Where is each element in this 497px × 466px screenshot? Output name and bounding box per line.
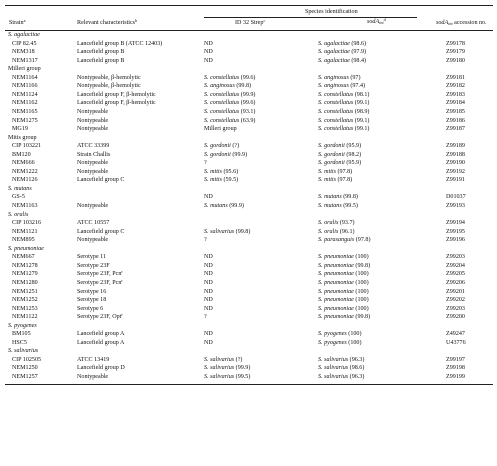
soda-identification-cell: S. mitis (97.8) bbox=[318, 168, 353, 175]
strain-cell: NEM1253 bbox=[12, 305, 38, 312]
strain-cell: NEM1162 bbox=[12, 100, 38, 107]
soda-identification-cell: S. oralis (93.7) bbox=[318, 220, 355, 227]
relevant-characteristics-cell: Nontypeable bbox=[77, 203, 109, 209]
accession-number-cell: Z99184 bbox=[446, 100, 465, 107]
soda-identification-cell: S. oralis (96.1) bbox=[318, 228, 355, 235]
relevant-characteristics-cell: Serotype 23F, Pcn$^r$ bbox=[77, 269, 123, 278]
soda-identification-cell: S. constellatus (98.9) bbox=[318, 108, 370, 115]
accession-number-cell: Z99203 bbox=[446, 254, 465, 261]
accession-number-cell: U43776 bbox=[446, 339, 466, 346]
id32-strep-cell: ND bbox=[204, 331, 213, 338]
strain-cell: CIP 102505 bbox=[12, 356, 42, 363]
id32-strep-cell: ND bbox=[204, 262, 213, 269]
group-heading: S. agalactiae bbox=[8, 32, 40, 38]
id32-strep-cell: ND bbox=[204, 40, 213, 47]
id32-strep-cell: ? bbox=[204, 237, 207, 244]
soda-identification-cell: S. mutans (99.8) bbox=[318, 194, 358, 201]
relevant-characteristics-cell: Nontypeable, β-hemolytic bbox=[77, 83, 141, 90]
accession-number-cell: Z99190 bbox=[446, 160, 465, 167]
accession-number-cell: Z99186 bbox=[446, 117, 465, 124]
strain-cell: NEM1257 bbox=[12, 374, 38, 380]
accession-number-cell: Z99185 bbox=[446, 108, 465, 115]
id32-strep-cell: S. salivarius (99.5) bbox=[204, 374, 251, 380]
relevant-characteristics-cell: Serotype 23F, Pcn$^r$ bbox=[77, 277, 123, 286]
accession-number-cell: Z99197 bbox=[446, 356, 465, 363]
relevant-characteristics-cell: Lancefield group F, β-hemolytic bbox=[77, 100, 156, 107]
soda-identification-cell: S. pneumoniae (100) bbox=[318, 297, 369, 304]
header-accession: sodA$_{int}$ accession no. bbox=[436, 20, 487, 26]
relevant-characteristics-cell: Nontypeable, β-hemolytic bbox=[77, 74, 141, 81]
soda-identification-cell: S. salivarius (96.3) bbox=[318, 374, 365, 380]
relevant-characteristics-cell: Serotype 11 bbox=[77, 254, 107, 261]
relevant-characteristics-cell: ATCC 13419 bbox=[77, 356, 110, 363]
relevant-characteristics-cell: Nontypeable bbox=[77, 168, 109, 175]
relevant-characteristics-cell: Serotype 16 bbox=[77, 288, 107, 295]
header-relevant-characteristics: Relevant characteristics$^b$ bbox=[77, 18, 138, 26]
relevant-characteristics-cell: Lancefield group C bbox=[77, 177, 125, 184]
soda-identification-cell: S. mutans (99.5) bbox=[318, 203, 358, 209]
id32-strep-cell: ? bbox=[204, 314, 207, 321]
group-heading: Milleri group bbox=[8, 66, 41, 73]
strain-cell: NEM1279 bbox=[12, 271, 38, 278]
soda-identification-cell: S. pneumoniae (99.8) bbox=[318, 262, 371, 269]
accession-number-cell: Z99196 bbox=[446, 237, 465, 244]
strain-cell: NEM1251 bbox=[12, 288, 38, 295]
id32-strep-cell: ND bbox=[204, 194, 213, 201]
soda-identification-cell: S. anginosus (97) bbox=[318, 74, 361, 81]
relevant-characteristics-cell: ATCC 10557 bbox=[77, 220, 110, 227]
accession-number-cell: Z49247 bbox=[446, 331, 465, 338]
id32-strep-cell: S. mitis (95.6) bbox=[204, 168, 239, 175]
relevant-characteristics-cell: Lancefield group F, β-hemolytic bbox=[77, 91, 156, 98]
strain-cell: NEM1278 bbox=[12, 262, 38, 269]
id32-strep-cell: ND bbox=[204, 339, 213, 346]
relevant-characteristics-cell: Lancefield group B bbox=[77, 57, 125, 64]
relevant-characteristics-cell: Serotype 18 bbox=[77, 297, 107, 304]
id32-strep-cell: S. salivarius (?) bbox=[204, 356, 243, 363]
relevant-characteristics-cell: Lancefield group B (ATCC 12403) bbox=[77, 40, 163, 47]
header-bottom-rule bbox=[5, 30, 493, 31]
id32-strep-cell: S. anginosus (99.8) bbox=[204, 83, 252, 90]
accession-number-cell: Z99189 bbox=[446, 143, 465, 150]
id32-strep-cell: S. gordonii (?) bbox=[204, 143, 240, 150]
soda-identification-cell: S. pneumoniae (100) bbox=[318, 288, 369, 295]
id32-strep-cell: S. salivarius (99.9) bbox=[204, 365, 251, 372]
relevant-characteristics-cell: Lancefield group B bbox=[77, 49, 125, 56]
strain-cell: NEM1165 bbox=[12, 108, 38, 115]
soda-identification-cell: S. gordonii (95.9) bbox=[318, 143, 362, 150]
group-heading: S. mutans bbox=[8, 185, 32, 192]
strain-cell: NEM1275 bbox=[12, 117, 38, 124]
soda-identification-cell: S. salivarius (96.3) bbox=[318, 356, 365, 363]
strain-cell: GS-5 bbox=[12, 194, 25, 201]
accession-number-cell: Z99200 bbox=[446, 314, 465, 321]
strain-cell: NEM1124 bbox=[12, 91, 38, 98]
accession-number-cell: Z99183 bbox=[446, 91, 465, 98]
accession-number-cell: Z99201 bbox=[446, 288, 465, 295]
relevant-characteristics-cell: Nontypeable bbox=[77, 108, 109, 115]
soda-identification-cell: S. gordonii (95.9) bbox=[318, 160, 362, 167]
accession-number-cell: Z99181 bbox=[446, 74, 465, 81]
accession-number-cell: D01037 bbox=[446, 194, 466, 201]
relevant-characteristics-cell: Lancefield group A bbox=[77, 331, 125, 338]
id32-strep-cell: ? bbox=[204, 160, 207, 167]
strain-cell: HSC5 bbox=[12, 339, 27, 346]
accession-number-cell: Z99188 bbox=[446, 151, 465, 158]
soda-identification-cell: S. anginosus (97.4) bbox=[318, 83, 366, 90]
soda-identification-cell: S. pneumoniae (100) bbox=[318, 271, 369, 278]
id32-strep-cell: ND bbox=[204, 288, 213, 295]
strain-cell: NEM1280 bbox=[12, 279, 38, 286]
top-rule bbox=[5, 5, 493, 6]
soda-identification-cell: S. pneumoniae (100) bbox=[318, 279, 369, 286]
soda-identification-cell: S. mitis (97.8) bbox=[318, 177, 353, 184]
relevant-characteristics-cell: Nontypeable bbox=[77, 126, 109, 133]
bottom-rule bbox=[5, 384, 493, 385]
soda-identification-cell: S. pyogenes (100) bbox=[318, 331, 362, 338]
header-species-identification: Species identification bbox=[305, 9, 358, 15]
relevant-characteristics-cell: Nontypeable bbox=[77, 374, 109, 380]
strain-cell: NEM1222 bbox=[12, 168, 38, 175]
strain-cell: NEM667 bbox=[12, 254, 35, 261]
soda-identification-cell: S. constellatus (99.1) bbox=[318, 117, 370, 124]
soda-identification-cell: S. parasanguis (97.8) bbox=[318, 237, 371, 244]
id32-strep-cell: ND bbox=[204, 297, 213, 304]
strain-cell: NEM1122 bbox=[12, 314, 38, 321]
id32-strep-cell: S. gordonii (99.9) bbox=[204, 151, 248, 158]
id32-strep-cell: S. mitis (59.5) bbox=[204, 177, 239, 184]
id32-strep-cell: Milleri group bbox=[204, 126, 237, 133]
strain-cell: NEM1163 bbox=[12, 203, 38, 209]
relevant-characteristics-cell: Nontypeable bbox=[77, 117, 109, 124]
id32-strep-cell: ND bbox=[204, 57, 213, 64]
accession-number-cell: Z99202 bbox=[446, 297, 465, 304]
relevant-characteristics-cell: Serotype 23F bbox=[77, 262, 110, 269]
accession-number-cell: Z99193 bbox=[446, 203, 465, 209]
strain-cell: NEM1126 bbox=[12, 177, 38, 184]
strain-cell: NEM1166 bbox=[12, 83, 38, 90]
strain-cell: NEM318 bbox=[12, 49, 35, 56]
group-heading: S. salivarius bbox=[8, 348, 39, 355]
id32-strep-cell: S. salivarius (99.8) bbox=[204, 228, 251, 235]
soda-identification-cell: S. agalactiae (98.4) bbox=[318, 57, 367, 64]
strain-cell: NEM1317 bbox=[12, 57, 38, 64]
accession-number-cell: Z99192 bbox=[446, 168, 465, 175]
strain-cell: NEM895 bbox=[12, 237, 35, 244]
accession-number-cell: Z99180 bbox=[446, 57, 465, 64]
soda-identification-cell: S. gordonii (98.2) bbox=[318, 151, 362, 158]
relevant-characteristics-cell: Nontypeable bbox=[77, 160, 109, 167]
id32-strep-cell: ND bbox=[204, 254, 213, 261]
id32-strep-cell: S. constellatus (63.9) bbox=[204, 117, 256, 124]
accession-number-cell: Z99194 bbox=[446, 220, 465, 227]
id32-strep-cell: ND bbox=[204, 305, 213, 312]
strain-cell: BM105 bbox=[12, 331, 31, 338]
strain-cell: CIP 82.45 bbox=[12, 40, 37, 47]
soda-identification-cell: S. pneumoniae (100) bbox=[318, 305, 369, 312]
soda-identification-cell: S. agalactiae (98.6) bbox=[318, 40, 367, 47]
group-heading: S. oralis bbox=[8, 211, 29, 218]
accession-number-cell: Z99191 bbox=[446, 177, 465, 184]
accession-number-cell: Z99205 bbox=[446, 271, 465, 278]
id32-strep-cell: S. constellatus (99.9) bbox=[204, 91, 256, 98]
soda-identification-cell: S. pyogenes (100) bbox=[318, 339, 362, 346]
soda-identification-cell: S. constellatus (99.1) bbox=[318, 100, 370, 107]
header-id32-strep: ID 32 Strep$^c$ bbox=[235, 18, 266, 26]
group-heading: S. pyogenes bbox=[8, 322, 37, 329]
soda-identification-cell: S. salivarius (98.6) bbox=[318, 365, 365, 372]
strain-cell: NEM1121 bbox=[12, 228, 38, 235]
accession-number-cell: Z99187 bbox=[446, 126, 465, 133]
id32-strep-cell: ND bbox=[204, 271, 213, 278]
id32-strep-cell: S. constellatus (93.1) bbox=[204, 108, 256, 115]
soda-identification-cell: S. pneumoniae (99.8) bbox=[318, 314, 371, 321]
relevant-characteristics-cell: Lancefield group A bbox=[77, 339, 125, 346]
soda-identification-cell: S. constellatus (99.1) bbox=[318, 126, 370, 133]
header-soda-int: sodA$_{int}^d$ bbox=[367, 17, 386, 25]
strain-cell: CIP 103221 bbox=[12, 143, 42, 150]
id32-strep-cell: S. constellatus (99.6) bbox=[204, 74, 256, 81]
strain-cell: NEM1252 bbox=[12, 297, 38, 304]
accession-number-cell: Z99198 bbox=[446, 365, 465, 372]
relevant-characteristics-cell: Serotype 6 bbox=[77, 305, 104, 312]
relevant-characteristics-cell: Serotype 23F, Opt$^r$ bbox=[77, 312, 123, 321]
id32-strep-cell: ND bbox=[204, 279, 213, 286]
relevant-characteristics-cell: Lancefield group D bbox=[77, 365, 125, 372]
accession-number-cell: Z99179 bbox=[446, 49, 465, 56]
group-heading: Mitis group bbox=[8, 134, 37, 141]
relevant-characteristics-cell: Nontypeable bbox=[77, 237, 109, 244]
strain-cell: MG19 bbox=[12, 126, 28, 133]
accession-number-cell: Z99178 bbox=[446, 40, 465, 47]
soda-identification-cell: S. pneumoniae (100) bbox=[318, 254, 369, 261]
soda-identification-cell: S. constellatus (98.1) bbox=[318, 91, 370, 98]
accession-number-cell: Z99204 bbox=[446, 262, 465, 269]
strain-cell: BM120 bbox=[12, 151, 31, 158]
group-heading: S. pneumoniae bbox=[8, 245, 44, 252]
strain-cell: NEM1250 bbox=[12, 365, 38, 372]
relevant-characteristics-cell: ATCC 33399 bbox=[77, 143, 110, 150]
accession-number-cell: Z99195 bbox=[446, 228, 465, 235]
header-strain: Strain$^a$ bbox=[9, 18, 26, 26]
strain-cell: NEM666 bbox=[12, 160, 35, 167]
accession-number-cell: Z99182 bbox=[446, 83, 465, 90]
id32-strep-cell: S. mutans (99.9) bbox=[204, 203, 244, 209]
accession-number-cell: Z99206 bbox=[446, 279, 465, 286]
relevant-characteristics-cell: Lancefield group C bbox=[77, 228, 125, 235]
strain-cell: NEM1164 bbox=[12, 74, 38, 81]
accession-number-cell: Z99203 bbox=[446, 305, 465, 312]
strain-cell: CIP 103216 bbox=[12, 220, 42, 227]
id32-strep-cell: ND bbox=[204, 49, 213, 56]
soda-identification-cell: S. agalactiae (97.9) bbox=[318, 49, 367, 56]
relevant-characteristics-cell: Strain Challis bbox=[77, 151, 111, 158]
id32-strep-cell: S. constellatus (99.6) bbox=[204, 100, 256, 107]
accession-number-cell: Z99199 bbox=[446, 374, 465, 380]
